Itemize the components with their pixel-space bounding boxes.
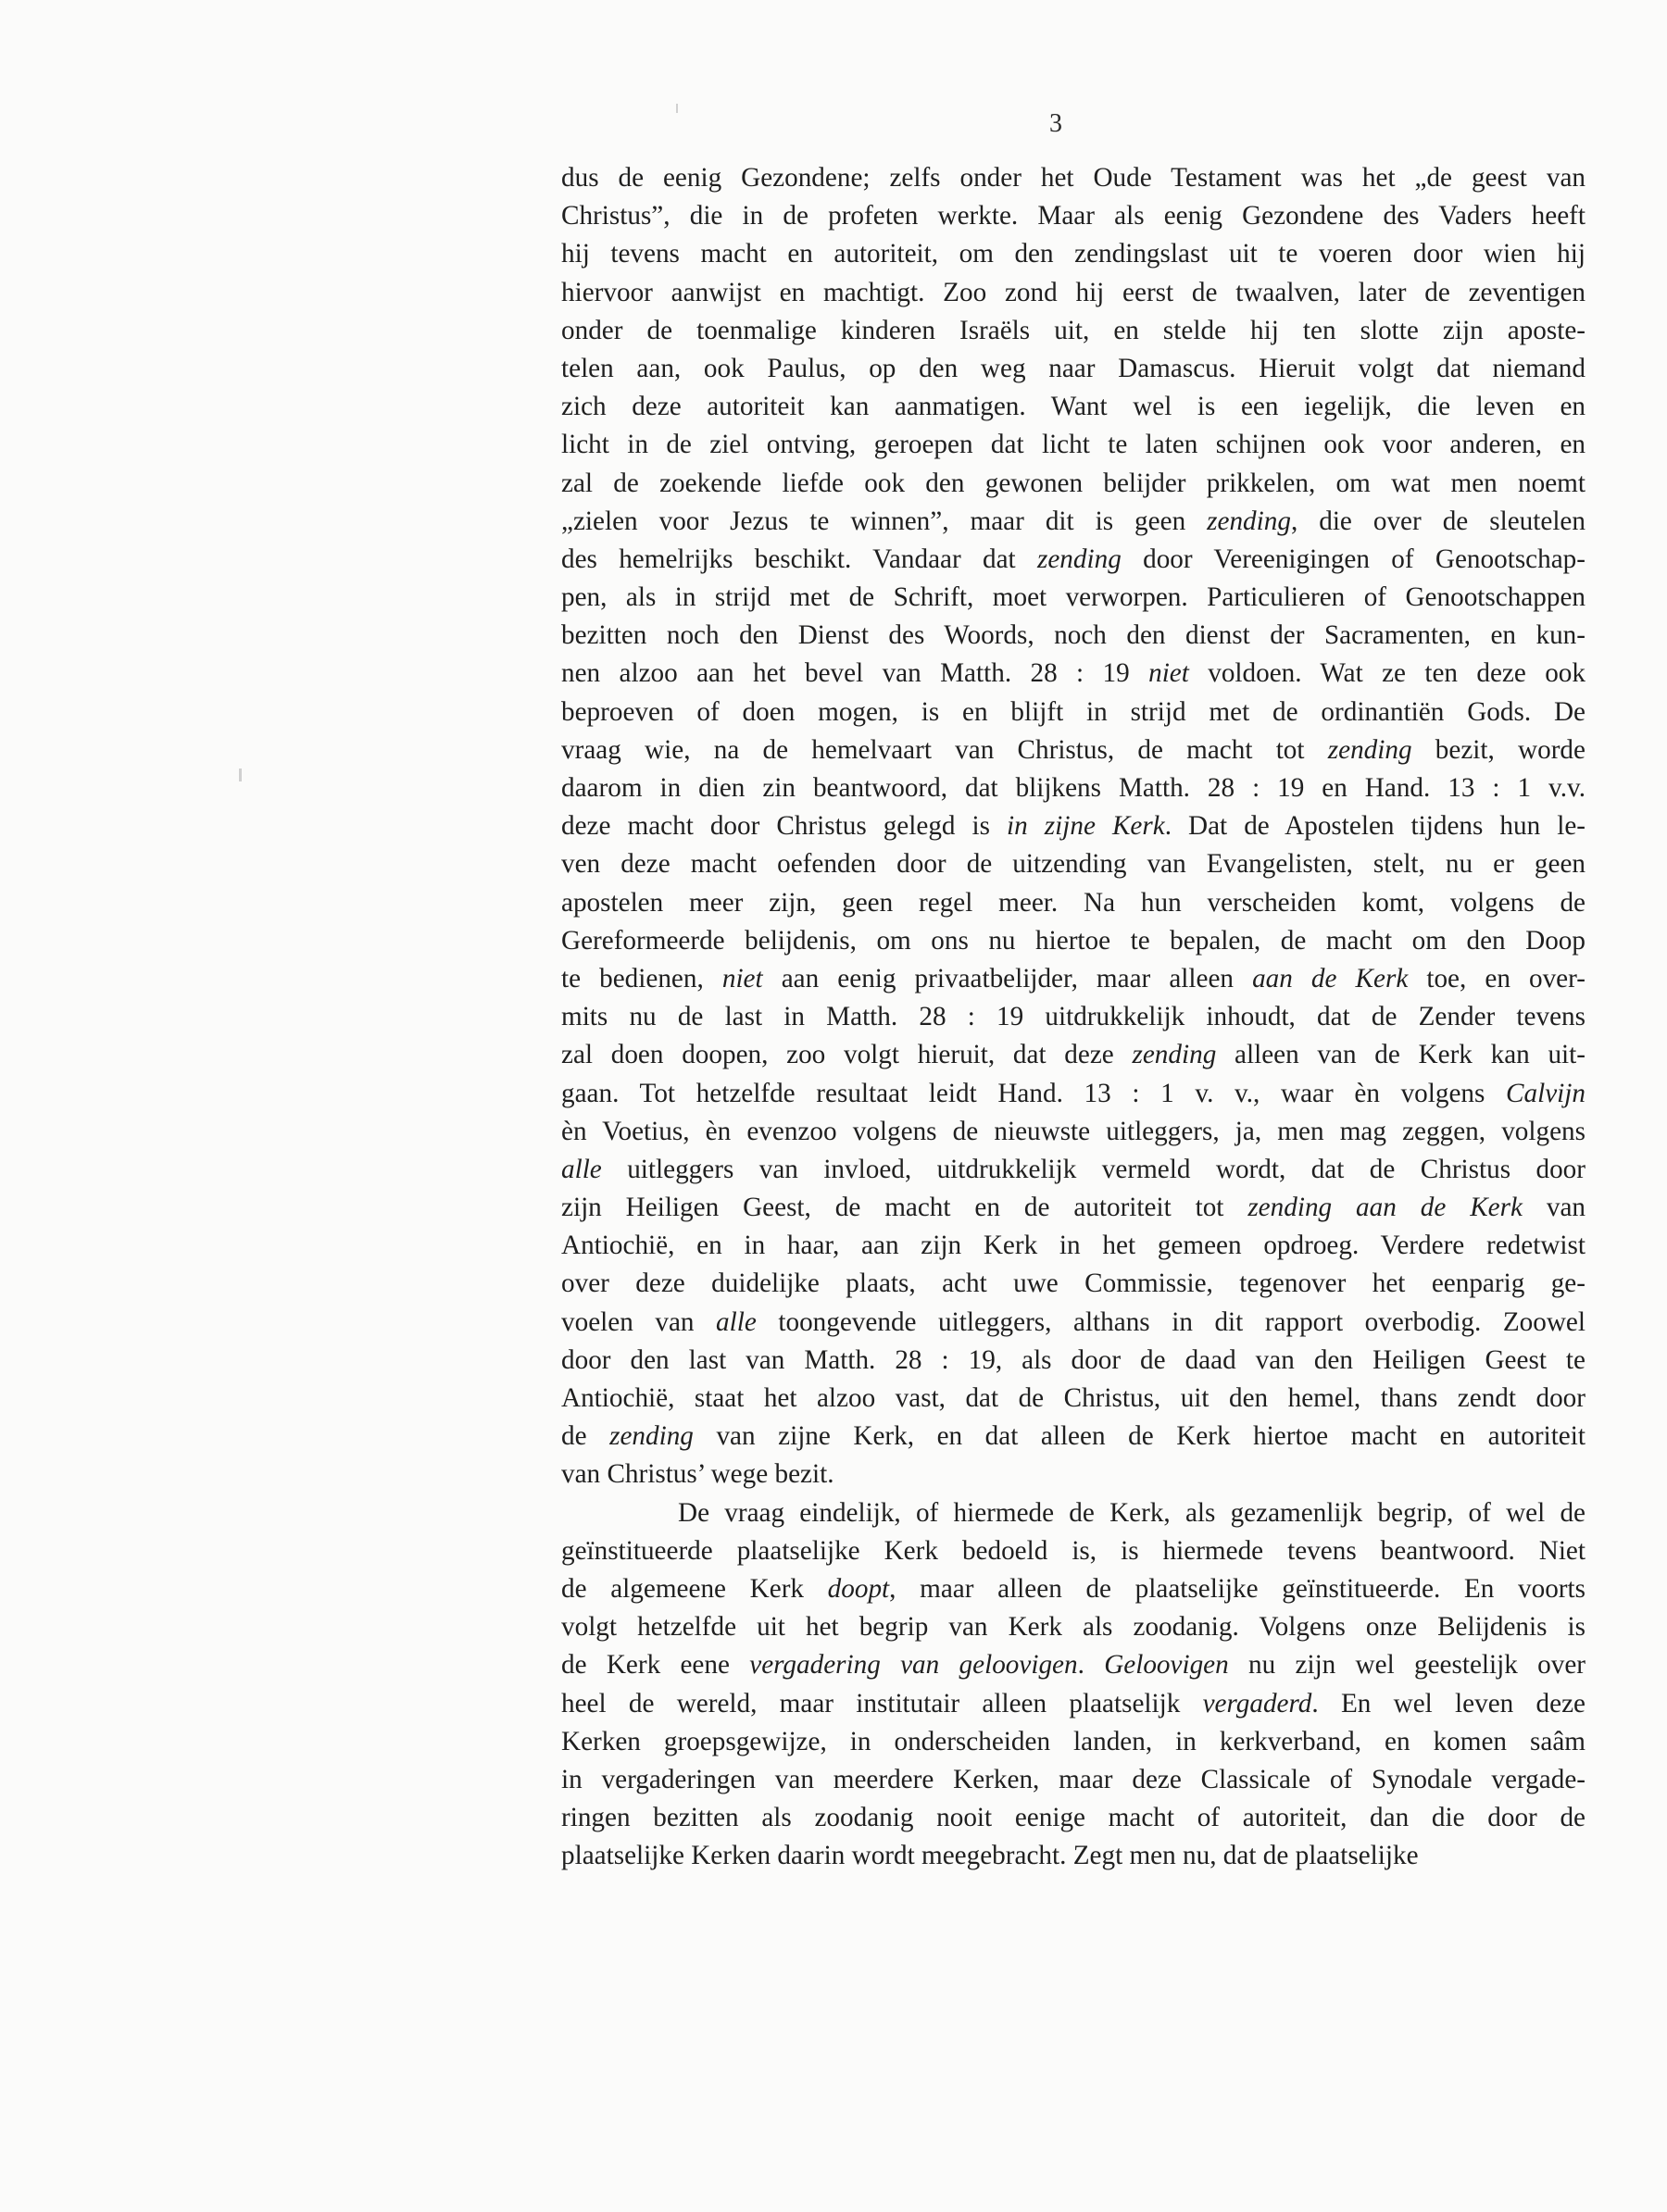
emphasis: vergadering van geloovigen: [749, 1650, 1078, 1681]
emphasis: niet: [721, 963, 763, 994]
text-line: hij tevens macht en autoriteit, om den zendingslast uit te voeren door wien hij: [561, 239, 1586, 269]
emphasis: alle: [561, 1154, 602, 1184]
scan-speck: [676, 104, 678, 113]
text-line: mits nu de last in Matth. 28 : 19 uitdrukkelijk inhoudt, dat de Zender tevens: [561, 1002, 1586, 1032]
text-line: in vergaderingen van meerdere Kerken, maar deze Classicale of Synodale vergade-: [561, 1764, 1586, 1794]
text-line: over deze duidelijke plaats, acht uwe Commissie, tegenover het eenparig ge-: [561, 1268, 1586, 1299]
text-line: bezitten noch den Dienst des Woords, noch den dienst der Sacramenten, en kun-: [561, 620, 1586, 651]
emphasis: Calvijn: [1506, 1078, 1586, 1108]
text-line: èn Voetius, èn evenzoo volgens de nieuwste uitleggers, ja, men mag zeggen, volgens: [561, 1116, 1586, 1146]
scan-speck: [239, 769, 242, 781]
text-line: zijn Heiligen Geest, de macht en de autoriteit tot zending aan de Kerk van: [561, 1193, 1586, 1223]
text-line: Antiochië, en in haar, aan zijn Kerk in het gemeen opdroeg. Verdere redetwist: [561, 1231, 1586, 1261]
emphasis: zending: [1327, 734, 1412, 765]
text-line: alle uitleggers van invloed, uitdrukkelijk vermeld wordt, dat de Christus door: [561, 1154, 1586, 1184]
text-line: apostelen meer zijn, geen regel meer. Na hun verscheiden komt, volgens de: [561, 887, 1586, 918]
body-text: [561, 159, 1586, 1875]
text-line: daarom in dien zin beantwoord, dat blijkens Matth. 28 : 19 en Hand. 13 : 1 v.v.: [561, 773, 1586, 803]
text-line: heel de wereld, maar institutair alleen plaatselijk vergaderd. En wel leven deze: [561, 1688, 1586, 1718]
text-line: dus de eenig Gezondene; zelfs onder het Oude Testament was het „de geest van: [561, 163, 1586, 193]
text-line: licht in de ziel ontving, geroepen dat licht te laten schijnen ook voor anderen, en: [561, 430, 1586, 460]
emphasis: doopt: [827, 1573, 890, 1604]
text-line: gaan. Tot hetzelfde resultaat leidt Hand. 13 : 1 v. v., waar èn volgens Calvijn: [561, 1078, 1586, 1108]
text-line: voelen van alle toongevende uitleggers, althans in dit rapport overbodig. Zoowel: [561, 1306, 1586, 1337]
text-line: te bedienen, niet aan eenig privaatbelijder, maar alleen aan de Kerk toe, en over-: [561, 963, 1586, 994]
text-line: pen, als in strijd met de Schrift, moet verworpen. Particulieren of Genootschappen: [561, 582, 1586, 613]
text-line: geïnstitueerde plaatselijke Kerk bedoeld is, is hiermede tevens beantwoord. Niet: [561, 1535, 1586, 1566]
text-line: zal doen doopen, zoo volgt hieruit, dat deze zending alleen van de Kerk kan uit-: [561, 1040, 1586, 1070]
text-line: Gereformeerde belijdenis, om ons nu hiertoe te bepalen, de macht om den Doop: [561, 925, 1586, 956]
text-line: ringen bezitten als zoodanig nooit eenige macht of autoriteit, dan die door de: [561, 1803, 1586, 1833]
text-line: door den last van Matth. 28 : 19, als door de daad van den Heiligen Geest te: [561, 1344, 1586, 1375]
text-line: van Christus’ wege bezit.: [561, 1459, 834, 1490]
text-line: des hemelrijks beschikt. Vandaar dat zending door Vereenigingen of Genootschap-: [561, 544, 1586, 574]
text-line: vraag wie, na de hemelvaart van Christus, de macht tot zending bezit, worde: [561, 734, 1586, 765]
emphasis: alle: [716, 1306, 757, 1337]
text-line: „zielen voor Jezus te winnen”, maar dit is geen zending, die over de sleutelen: [561, 506, 1586, 536]
emphasis: in zijne Kerk: [1007, 811, 1165, 842]
text-line: plaatselijke Kerken daarin wordt meegebracht. Zegt men nu, dat de plaatselijke: [561, 1841, 1419, 1871]
text-line: ven deze macht oefenden door de uitzending van Evangelisten, stelt, nu er geen: [561, 849, 1586, 880]
emphasis: aan de Kerk: [1356, 1193, 1523, 1223]
text-line: Antiochië, staat het alzoo vast, dat de Christus, uit den hemel, thans zendt door: [561, 1383, 1586, 1413]
text-line: de zending van zijne Kerk, en dat alleen de Kerk hiertoe macht en autoriteit: [561, 1421, 1586, 1452]
text-line: Christus”, die in de profeten werkte. Maar als eenig Gezondene des Vaders heeft: [561, 201, 1586, 231]
text-line: De vraag eindelijk, of hiermede de Kerk, als gezamenlijk begrip, of wel de: [678, 1497, 1586, 1528]
emphasis: zending: [1132, 1040, 1217, 1070]
text-line: zich deze autoriteit kan aanmatigen. Want wel is een iegelijk, die leven en: [561, 392, 1586, 422]
text-line: nen alzoo aan het bevel van Matth. 28 : 19 niet voldoen. Wat ze ten deze ook: [561, 658, 1586, 689]
emphasis: zending: [1247, 1193, 1333, 1223]
text-line: volgt hetzelfde uit het begrip van Kerk als zoodanig. Volgens onze Belijdenis is: [561, 1612, 1586, 1643]
text-line: Kerken groepsgewijze, in onderscheiden landen, in kerkverband, en komen saâm: [561, 1726, 1586, 1756]
text-line: onder de toenmalige kinderen Israëls uit, en stelde hij ten slotte zijn aposte-: [561, 315, 1586, 345]
emphasis: aan de Kerk: [1252, 963, 1409, 994]
text-line: de Kerk eene vergadering van geloovigen. Geloovigen nu zijn wel geestelijk over: [561, 1650, 1586, 1681]
emphasis: vergaderd: [1202, 1688, 1312, 1718]
emphasis: zending: [609, 1421, 694, 1452]
text-line: beproeven of doen mogen, is en blijft in strijd met de ordinantiën Gods. De: [561, 696, 1586, 727]
emphasis: Geloovigen: [1104, 1650, 1229, 1681]
emphasis: zending: [1207, 506, 1291, 536]
text-line: telen aan, ook Paulus, op den weg naar Damascus. Hieruit volgt dat niemand: [561, 353, 1586, 383]
emphasis: niet: [1148, 658, 1189, 689]
page-number: 3: [1049, 109, 1062, 138]
text-line: deze macht door Christus gelegd is in zijne Kerk. Dat de Apostelen tijdens hun le-: [561, 811, 1586, 842]
text-line: de algemeene Kerk doopt, maar alleen de plaatselijke geïnstitueerde. En voorts: [561, 1573, 1586, 1604]
text-line: zal de zoekende liefde ook den gewonen belijder prikkelen, om wat men noemt: [561, 468, 1586, 498]
text-line: hiervoor aanwijst en machtigt. Zoo zond hij eerst de twaalven, later de zeventigen: [561, 277, 1586, 307]
emphasis: zending: [1036, 544, 1122, 574]
